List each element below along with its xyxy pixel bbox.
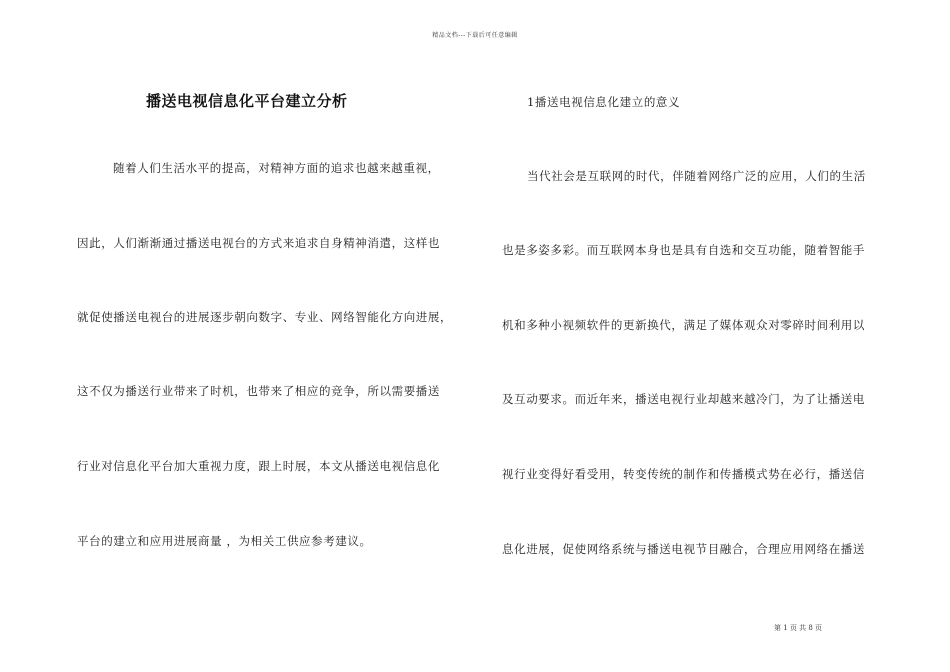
right-paragraph-line: 息化进展，促使网络系统与播送电视节目融合，合理应用网络在播送 [502,542,865,556]
section-heading: 1播送电视信息化建立的意义 [527,95,681,109]
right-paragraph-line: 也是多姿多彩。而互联网本身也是具有自选和交互功能，随着智能手 [502,243,865,257]
page-number: 第 1 页 共 8 页 [774,624,823,632]
right-paragraph-line: 视行业变得好看受用，转变传统的制作和传播模式势在必行，播送信 [502,467,865,481]
left-paragraph-line: 这不仅为播送行业带来了时机，也带来了相应的竞争，所以需要播送 [77,384,440,398]
left-paragraph-line: 平台的建立和应用进展商量 ，为相关工供应参考建议。 [77,534,372,548]
page-header-note: 精品文档---下载后可任意编辑 [432,32,518,39]
left-paragraph-line: 随着人们生活水平的提高，对精神方面的追求也越来越重视， [113,161,440,175]
right-paragraph-line: 机和多种小视频软件的更新换代，满足了媒体观众对零碎时间利用以 [502,318,865,332]
document-title: 播送电视信息化平台建立分析 [146,92,348,110]
right-paragraph-line: 及互动要求。而近年来，播送电视行业却越来越冷门，为了让播送电 [502,392,865,406]
left-paragraph-line: 行业对信息化平台加大重视力度，跟上时展，本文从播送电视信息化 [77,459,440,473]
right-paragraph-line: 当代社会是互联网的时代，伴随着网络广泛的应用，人们的生活 [527,169,866,183]
left-paragraph-line: 就促使播送电视台的进展逐步朝向数字、专业、网络智能化方向进展， [77,310,453,324]
left-paragraph-line: 因此，人们渐渐通过播送电视台的方式来追求自身精神消遣，这样也 [77,236,440,250]
